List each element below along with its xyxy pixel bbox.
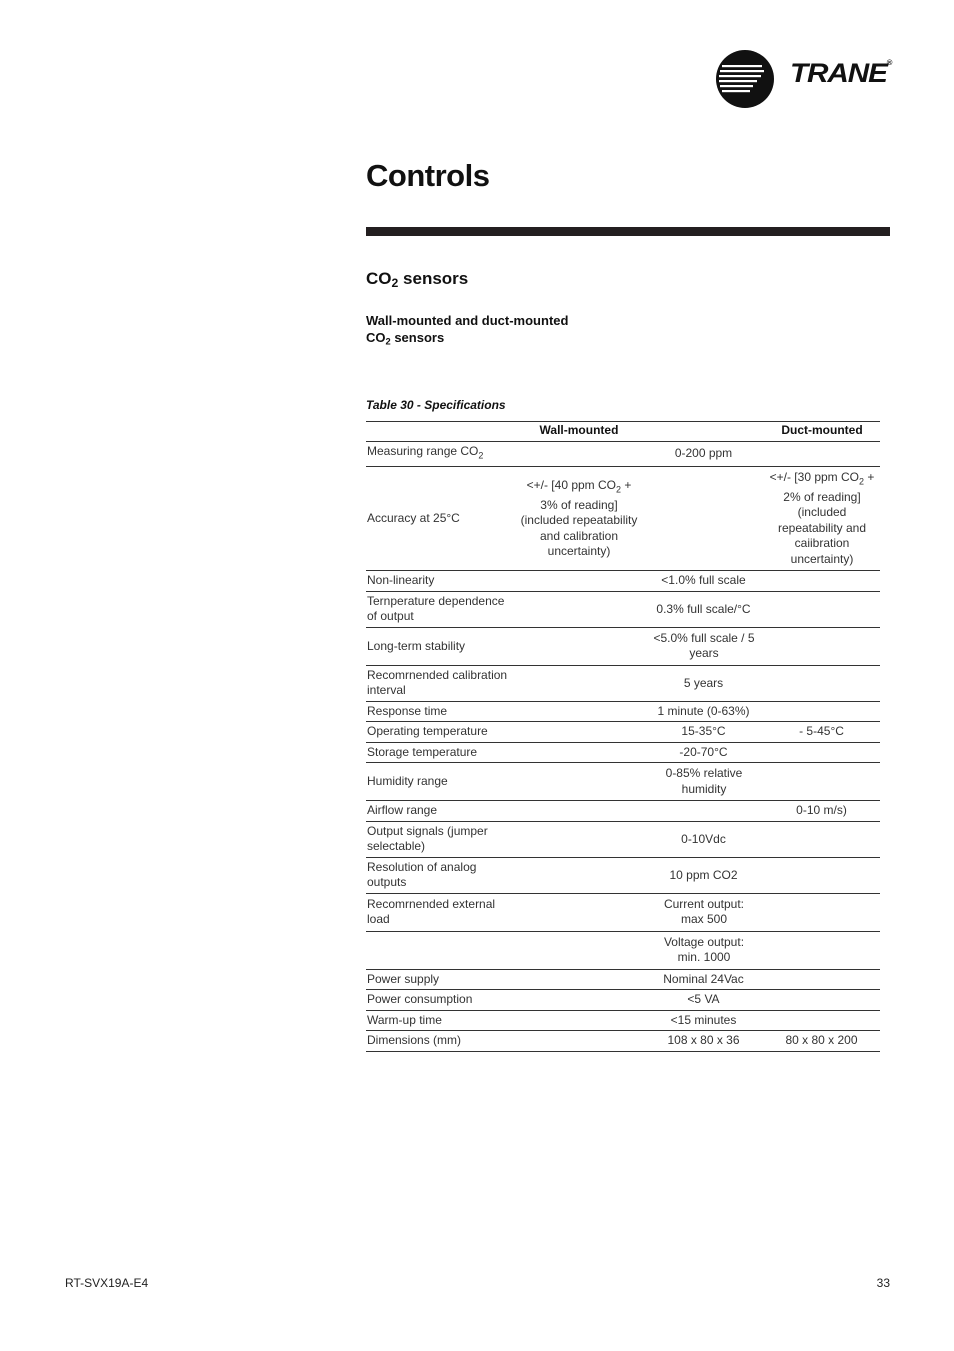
row-value: Nominal 24Vac (644, 969, 764, 990)
row-value: <1.0% full scale (644, 571, 764, 592)
row-label: Recomrnended external load (366, 893, 514, 931)
document-code: RT-SVX19A-E4 (65, 1276, 149, 1290)
row-value: <5 VA (644, 990, 764, 1011)
row-label: Storage temperature (366, 742, 514, 763)
trane-circle-icon (716, 50, 774, 108)
page-number: 33 (876, 1276, 890, 1290)
row-value: 108 x 80 x 36 (644, 1031, 764, 1052)
row-label (366, 931, 514, 969)
table-row (366, 1031, 880, 1052)
row-value-duct: <+/- [30 ppm $CO_2 + 2\%$ of reading] (included repeatability and caiibration uncertainty) (764, 466, 880, 570)
table-row (366, 763, 880, 801)
table-row (366, 466, 880, 570)
trane-wordmark: TRANE® (790, 58, 892, 88)
table-row (366, 990, 880, 1011)
row-value: Current output: max 500 (644, 893, 764, 931)
row-value: 0-200 ppm (644, 442, 764, 467)
subtitle: Wall-mounted and duct-mounted $CO_2$ sensors (366, 313, 569, 347)
table-row (366, 571, 880, 592)
table-row (366, 893, 880, 931)
page-title: Controls (366, 158, 490, 193)
row-value: <15 minutes (644, 1010, 764, 1031)
row-label: Warm-up time (366, 1010, 514, 1031)
table-row (366, 701, 880, 722)
header-wall-mounted: Wall-mounted (514, 422, 644, 442)
table-row (366, 821, 880, 857)
row-label: Dimensions (mm) (366, 1031, 514, 1052)
row-value: <5.0% full scale / 5 years (644, 627, 764, 665)
table-row (366, 931, 880, 969)
row-value: 5 years (644, 665, 764, 701)
row-label: Long-term stability (366, 627, 514, 665)
row-value: 0-10Vdc (644, 821, 764, 857)
table-row (366, 969, 880, 990)
trane-logo (716, 50, 896, 110)
table-row (366, 591, 880, 627)
table-row (366, 442, 880, 467)
row-label: Operating temperature (366, 722, 514, 743)
row-value-duct: 80 x 80 x 200 (764, 1031, 880, 1052)
row-label: Response time (366, 701, 514, 722)
table-row (366, 857, 880, 893)
row-value: 15-35°C (644, 722, 764, 743)
row-label: Ternperature dependence of output (366, 591, 514, 627)
title-rule (366, 227, 890, 236)
row-label: Power supply (366, 969, 514, 990)
row-value: 0-85% relative humidity (644, 763, 764, 801)
table-row (366, 722, 880, 743)
table-header-row (366, 422, 880, 442)
row-value: 1 minute (0-63%) (644, 701, 764, 722)
row-value: 0.3% full scale/°C (644, 591, 764, 627)
row-label: Accuracy at 25°C (366, 466, 514, 570)
table-caption: Table 30 - Specifications (366, 398, 506, 412)
table-row (366, 665, 880, 701)
row-label: Non-linearity (366, 571, 514, 592)
table-row (366, 627, 880, 665)
row-label: Airflow range (366, 801, 514, 822)
row-value: Voltage output: min. 1000 (644, 931, 764, 969)
row-value: 10 ppm CO2 (644, 857, 764, 893)
row-value-wall: <+/- [40 ppm $CO_2 + 3\%$ of reading] (included repeatability and calibration uncertainty) (514, 466, 644, 570)
table-row (366, 801, 880, 822)
row-label: Measuring range $CO_2$ (366, 442, 514, 467)
row-label: Output signals (jumper selectable) (366, 821, 514, 857)
row-value-duct: - 5-45°C (764, 722, 880, 743)
row-label: Humidity range (366, 763, 514, 801)
row-label: Resolution of analog outputs (366, 857, 514, 893)
table-row (366, 1010, 880, 1031)
header-common (644, 422, 764, 442)
header-parameter (366, 422, 514, 442)
table-row (366, 742, 880, 763)
header-duct-mounted: Duct-mounted (764, 422, 880, 442)
row-value: -20-70°C (644, 742, 764, 763)
section-title: $CO_2$ sensors (366, 269, 469, 291)
specifications-table (366, 421, 880, 1052)
row-label: Power consumption (366, 990, 514, 1011)
row-label: Recomrnended calibration interval (366, 665, 514, 701)
row-value-duct: 0-10 m/s) (764, 801, 880, 822)
